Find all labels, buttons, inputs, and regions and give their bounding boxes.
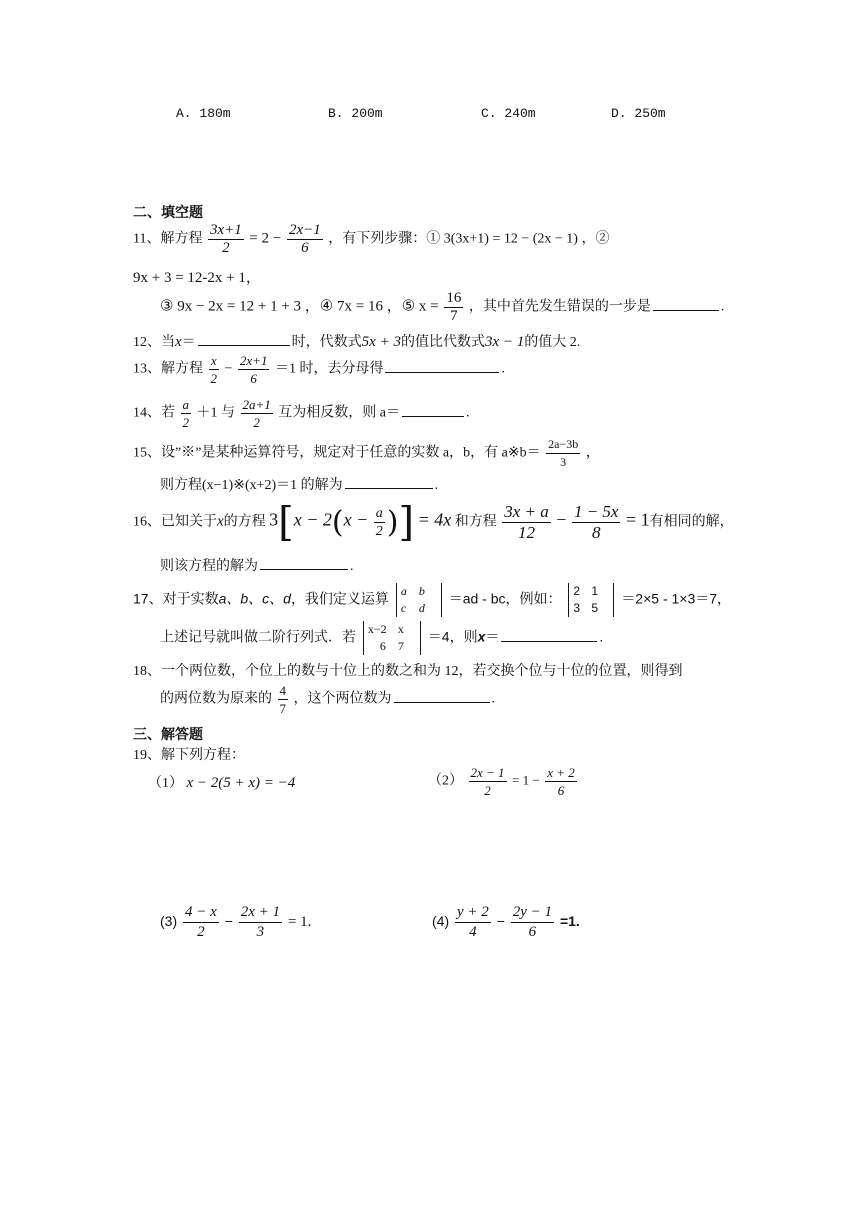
question-18-line2: 的两位数为原来的 $\frac{4}{7}$ ，这个两位数为 . [160,683,495,716]
question-18: 18、一个两位数，个位上的数与十位上的数之和为 12，若交换个位与十位的位置，则得到 [133,664,683,679]
problem-19-1: （1） x − 2(5 + x) = −4 [148,775,296,791]
choice-a: A. 180m [176,106,231,121]
problem-19-2: （2） $\frac{2x - 1}{2}$ = 1 − $\frac{x + 2}{6}$ [428,765,575,798]
fraction: $\frac{2x + 1}{3}$ [240,904,281,940]
fraction: $\frac{4 - x}{2}$ [185,904,217,940]
fraction: $\frac{a}{2}$ [375,506,383,539]
answer-blank[interactable] [653,296,719,311]
question-15-line2: 则方程(x−1)※(x+2)＝1 的解为 . [160,474,438,494]
question-13: 13、解方程 $\frac{x}{2}$ − $\frac{2x+1}{6}$ ＝1 时，去分母得 . [133,353,505,386]
answer-blank[interactable] [198,331,290,346]
fraction: $\frac{2x-1}{6}$ [288,222,321,256]
answer-blank[interactable] [501,627,597,642]
question-16: 16、已知关于x的方程 3[x − 2(x − $\frac{a}{2}$ )] = 4x 和方程 $\frac{3x + a}{12}$ − $\frac{1 - 5x}{8}$ = 1有相同的解， [133,499,734,546]
fraction: $\frac{x}{2}$ [210,353,217,386]
fraction: $\frac{3x + a}{12}$ [504,502,549,542]
determinant-equation: x−2 x 6 7 [363,621,421,655]
fraction: $\frac{2x - 1}{2}$ [470,765,505,798]
fraction: $\frac{4}{7}$ [279,683,286,716]
section-heading-fill-in: 二、填空题 [133,206,203,221]
fraction: $\frac{1 - 5x}{8}$ [573,502,619,542]
fraction: $\frac{16}{7}$ [446,290,462,324]
fraction: $\frac{y + 2}{4}$ [457,904,489,940]
question-17-line2: 上述记号就叫做二阶行列式．若 x−2 x 6 7 ＝4，则x＝ . [160,622,604,653]
problem-19-4: (4) $\frac{y + 2}{4}$ − $\frac{2y - 1}{6}$ =1. [432,904,580,940]
choice-b: B. 200m [328,106,383,121]
question-16-line2: 则该方程的解为 . [160,555,354,575]
question-11-line2: 9x + 3 = 12-2x + 1， [133,270,261,286]
question-11-line3: ③ 9x − 2x = 12 + 1 + 3 ，④ 7x = 16 ，⑤ x = $\frac{16}{7}$ ，其中首先发生错误的一步是 . [160,290,725,324]
fraction: $\frac{2a+1}{2}$ [242,397,271,430]
question-12: 12、当x＝ 时，代数式5x + 3的值比代数式3x − 1的值大 2. [133,331,580,351]
section-heading-solve: 三、解答题 [133,728,203,743]
question-11: 11、解方程 $\frac{3x+1}{2}$ = 2 − $\frac{2x-1}{6}$ ，有下列步骤：① 3(3x+1) = 12 − (2x − 1) ，② [133,222,610,256]
fraction: $\frac{a}{2}$ [182,397,189,430]
question-14: 14、若 $\frac{a}{2}$ ＋1 与 $\frac{2a+1}{2}$ 互为相反数，则 a＝ . [133,397,470,430]
answer-blank[interactable] [260,555,348,570]
answer-blank[interactable] [345,474,433,489]
answer-blank[interactable] [402,402,464,417]
choice-d: D. 250m [611,106,666,121]
determinant-example: 2 1 3 5 [568,583,614,617]
question-15: 15、设”※”是某种运算符号，规定对于任意的实数 a，b，有 a※b＝ $\frac{2a-3b}{3}$ ， [133,437,600,469]
fraction: $\frac{2a-3b}{3}$ [548,437,579,469]
answer-blank[interactable] [385,358,499,373]
choice-c: C. 240m [481,106,536,121]
fraction: $\frac{2y - 1}{6}$ [512,904,553,940]
question-19: 19、解下列方程： [133,748,245,763]
fraction: $\frac{3x+1}{2}$ [209,222,242,256]
fraction: $\frac{2x+1}{6}$ [239,353,268,386]
determinant-definition: a b c d [396,583,442,617]
question-17: 17、对于实数a、b、c、d，我们定义运算 a b c d ＝ad - bc，例如： 2 1 3 5 ＝2×5 - 1×3＝7， [133,584,732,615]
problem-19-3: (3) $\frac{4 - x}{2}$ − $\frac{2x + 1}{3}$ = 1. [160,904,312,940]
answer-blank[interactable] [394,688,490,703]
fraction: $\frac{x + 2}{6}$ [547,765,575,798]
